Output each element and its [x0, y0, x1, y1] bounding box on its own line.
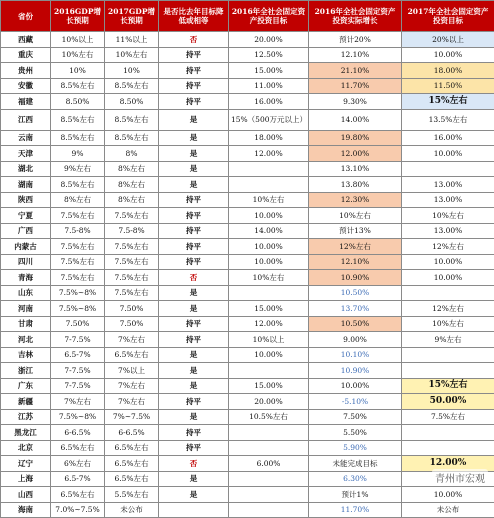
cell-gdp-2017: 7.5%左右	[105, 239, 159, 255]
cell-province: 重庆	[1, 47, 51, 63]
cell-target-2017: 18.00%	[402, 63, 494, 79]
cell-gdp-2016: 9%	[51, 146, 105, 162]
table-row	[1, 94, 494, 110]
cell-gdp-2016: 8.5%左右	[51, 130, 105, 146]
cell-compare: 持平	[159, 63, 229, 79]
cell-province: 山西	[1, 487, 51, 503]
cell-compare: 是	[159, 378, 229, 394]
table-row	[1, 109, 494, 130]
header-row	[1, 1, 494, 32]
cell-actual-2016: 10.90%	[309, 270, 402, 286]
cell-compare: 否	[159, 32, 229, 48]
cell-province: 贵州	[1, 63, 51, 79]
cell-province: 内蒙古	[1, 239, 51, 255]
header-actual-2016: 2016年全社会固定资产投资实际增长	[309, 1, 402, 32]
table-row	[1, 471, 494, 487]
cell-target-2016: 12.00%	[229, 146, 309, 162]
cell-target-2017: 15%左右	[402, 94, 494, 110]
cell-compare: 持平	[159, 208, 229, 224]
cell-compare: 是	[159, 146, 229, 162]
table-row	[1, 254, 494, 270]
cell-actual-2016: 12%左右	[309, 239, 402, 255]
table-row	[1, 502, 494, 518]
cell-target-2016: 15.00%	[229, 301, 309, 317]
cell-province: 甘肃	[1, 316, 51, 332]
cell-actual-2016: 13.80%	[309, 177, 402, 193]
cell-province: 青海	[1, 270, 51, 286]
cell-target-2017: 13.5%左右	[402, 109, 494, 130]
table-row	[1, 332, 494, 348]
cell-gdp-2016: 7.5-8%	[51, 223, 105, 239]
table-row	[1, 78, 494, 94]
cell-compare: 否	[159, 270, 229, 286]
cell-compare: 是	[159, 285, 229, 301]
table-row	[1, 161, 494, 177]
cell-actual-2016: 10%左右	[309, 208, 402, 224]
cell-compare: 是	[159, 161, 229, 177]
cell-gdp-2016: 9%左右	[51, 161, 105, 177]
cell-gdp-2016: 6.5%左右	[51, 487, 105, 503]
cell-target-2017: 12.00%	[402, 456, 494, 472]
table-body	[1, 32, 494, 518]
cell-actual-2016: 14.00%	[309, 109, 402, 130]
cell-target-2016: 15.00%	[229, 63, 309, 79]
cell-gdp-2016: 7.5%左右	[51, 208, 105, 224]
cell-gdp-2016: 7.5%左右	[51, 254, 105, 270]
cell-gdp-2017: 6.5%左右	[105, 440, 159, 456]
cell-actual-2016: 5.50%	[309, 425, 402, 441]
cell-gdp-2017: 10%	[105, 63, 159, 79]
cell-target-2016: 10%左右	[229, 270, 309, 286]
cell-target-2017: 12%左右	[402, 301, 494, 317]
cell-gdp-2016: 7.5%左右	[51, 270, 105, 286]
table-row	[1, 63, 494, 79]
cell-compare: 持平	[159, 192, 229, 208]
table-row	[1, 177, 494, 193]
cell-target-2016: 18.00%	[229, 130, 309, 146]
cell-gdp-2016: 10%以上	[51, 32, 105, 48]
cell-province: 四川	[1, 254, 51, 270]
cell-gdp-2017: 8.50%	[105, 94, 159, 110]
cell-gdp-2017: 11%以上	[105, 32, 159, 48]
cell-gdp-2017: 7%左右	[105, 378, 159, 394]
cell-gdp-2017: 7.5%左右	[105, 270, 159, 286]
cell-target-2016: 15.00%	[229, 378, 309, 394]
cell-gdp-2016: 7%左右	[51, 394, 105, 410]
cell-gdp-2016: 8%左右	[51, 192, 105, 208]
header-province: 省份	[1, 1, 51, 32]
cell-compare: 是	[159, 487, 229, 503]
cell-target-2016: 10.00%	[229, 208, 309, 224]
cell-actual-2016: 12.30%	[309, 192, 402, 208]
cell-actual-2016: 10.50%	[309, 285, 402, 301]
cell-actual-2016: 10.10%	[309, 347, 402, 363]
cell-target-2016	[229, 161, 309, 177]
cell-gdp-2016: 6%左右	[51, 456, 105, 472]
cell-province: 上海	[1, 471, 51, 487]
cell-compare: 是	[159, 471, 229, 487]
cell-target-2016: 15%（500万元以上）	[229, 109, 309, 130]
cell-gdp-2016: 8.5%左右	[51, 177, 105, 193]
cell-province: 江苏	[1, 409, 51, 425]
cell-actual-2016: 13.10%	[309, 161, 402, 177]
cell-compare: 是	[159, 347, 229, 363]
cell-target-2016: 10%以上	[229, 332, 309, 348]
cell-province: 辽宁	[1, 456, 51, 472]
cell-gdp-2017: 8.5%左右	[105, 109, 159, 130]
cell-target-2016: 20.00%	[229, 394, 309, 410]
cell-compare: 是	[159, 177, 229, 193]
cell-actual-2016: 11.70%	[309, 78, 402, 94]
cell-target-2016: 6.00%	[229, 456, 309, 472]
table-row	[1, 239, 494, 255]
table-row	[1, 192, 494, 208]
cell-target-2017: 11.50%	[402, 78, 494, 94]
cell-target-2017	[402, 285, 494, 301]
table-row	[1, 394, 494, 410]
cell-gdp-2017: 6-6.5%	[105, 425, 159, 441]
cell-compare: 是	[159, 130, 229, 146]
cell-province: 广西	[1, 223, 51, 239]
table-row	[1, 378, 494, 394]
cell-province: 福建	[1, 94, 51, 110]
table-row	[1, 425, 494, 441]
cell-target-2017: 10.00%	[402, 146, 494, 162]
cell-actual-2016: 10.50%	[309, 316, 402, 332]
cell-province: 河南	[1, 301, 51, 317]
cell-province: 海南	[1, 502, 51, 518]
cell-gdp-2017: 未公布	[105, 502, 159, 518]
cell-gdp-2017: 7%左右	[105, 332, 159, 348]
cell-gdp-2016: 8.50%	[51, 94, 105, 110]
cell-compare: 是	[159, 409, 229, 425]
cell-target-2017: 12%左右	[402, 239, 494, 255]
cell-province: 浙江	[1, 363, 51, 379]
cell-province: 西藏	[1, 32, 51, 48]
table-row	[1, 223, 494, 239]
cell-actual-2016: 21.10%	[309, 63, 402, 79]
cell-gdp-2017: 7.5%左右	[105, 285, 159, 301]
cell-target-2017: 13.00%	[402, 192, 494, 208]
cell-gdp-2017: 8%左右	[105, 192, 159, 208]
cell-gdp-2017: 8%左右	[105, 177, 159, 193]
cell-actual-2016: 12.10%	[309, 254, 402, 270]
cell-gdp-2017: 5.5%左右	[105, 487, 159, 503]
cell-target-2017	[402, 161, 494, 177]
cell-gdp-2017: 7.5%左右	[105, 254, 159, 270]
cell-gdp-2017: 6.5%左右	[105, 347, 159, 363]
cell-province: 吉林	[1, 347, 51, 363]
cell-target-2017	[402, 363, 494, 379]
cell-gdp-2017: 6.5%左右	[105, 471, 159, 487]
cell-target-2016: 16.00%	[229, 94, 309, 110]
cell-gdp-2017: 10%左右	[105, 47, 159, 63]
cell-compare: 持平	[159, 394, 229, 410]
cell-province: 宁夏	[1, 208, 51, 224]
cell-province: 河北	[1, 332, 51, 348]
cell-target-2016: 10.00%	[229, 239, 309, 255]
cell-actual-2016: 13.70%	[309, 301, 402, 317]
cell-actual-2016: 12.00%	[309, 146, 402, 162]
cell-province: 云南	[1, 130, 51, 146]
cell-gdp-2016: 10%左右	[51, 47, 105, 63]
cell-target-2016	[229, 440, 309, 456]
cell-actual-2016: 预计13%	[309, 223, 402, 239]
cell-gdp-2017: 8%	[105, 146, 159, 162]
cell-target-2017: 未公布	[402, 502, 494, 518]
cell-target-2016: 10.00%	[229, 254, 309, 270]
cell-gdp-2017: 6.5%左右	[105, 456, 159, 472]
cell-compare: 持平	[159, 94, 229, 110]
cell-target-2016	[229, 425, 309, 441]
table-row	[1, 47, 494, 63]
table-row	[1, 32, 494, 48]
cell-province: 广东	[1, 378, 51, 394]
table-row	[1, 347, 494, 363]
header-target-2017: 2017年全社会固定资产投资目标	[402, 1, 494, 32]
cell-gdp-2016: 7.0%~7.5%	[51, 502, 105, 518]
cell-target-2016	[229, 471, 309, 487]
cell-compare: 是	[159, 363, 229, 379]
table-row	[1, 146, 494, 162]
cell-compare: 持平	[159, 78, 229, 94]
cell-compare: 否	[159, 456, 229, 472]
cell-gdp-2016: 6.5%左右	[51, 440, 105, 456]
cell-actual-2016: 19.80%	[309, 130, 402, 146]
cell-target-2016	[229, 177, 309, 193]
cell-target-2016: 10.00%	[229, 347, 309, 363]
table-row	[1, 363, 494, 379]
cell-target-2017: 13.00%	[402, 223, 494, 239]
cell-gdp-2017: 8.5%左右	[105, 78, 159, 94]
cell-actual-2016: 预计1%	[309, 487, 402, 503]
cell-target-2017: 20%以上	[402, 32, 494, 48]
cell-gdp-2016: 8.5%左右	[51, 78, 105, 94]
table-row	[1, 440, 494, 456]
cell-compare: 持平	[159, 316, 229, 332]
cell-gdp-2017: 7%~7.5%	[105, 409, 159, 425]
table-row	[1, 130, 494, 146]
cell-province: 黑龙江	[1, 425, 51, 441]
cell-target-2017	[402, 347, 494, 363]
cell-gdp-2016: 6.5-7%	[51, 471, 105, 487]
header-compare: 是否比去年目标降低或相等	[159, 1, 229, 32]
cell-target-2016	[229, 285, 309, 301]
cell-province: 湖南	[1, 177, 51, 193]
cell-target-2017: 10%左右	[402, 208, 494, 224]
cell-target-2017: 15%左右	[402, 378, 494, 394]
cell-target-2016: 10.5%左右	[229, 409, 309, 425]
cell-target-2017: 10.00%	[402, 47, 494, 63]
table-row	[1, 285, 494, 301]
header-gdp-2016: 2016GDP增长预期	[51, 1, 105, 32]
watermark-logo: 青州市宏观	[432, 469, 488, 486]
cell-gdp-2016: 6-6.5%	[51, 425, 105, 441]
cell-actual-2016: 10.90%	[309, 363, 402, 379]
cell-target-2016: 12.00%	[229, 316, 309, 332]
cell-target-2016	[229, 502, 309, 518]
table-row	[1, 270, 494, 286]
cell-actual-2016: 6.30%	[309, 471, 402, 487]
cell-target-2016: 14.00%	[229, 223, 309, 239]
cell-compare: 持平	[159, 440, 229, 456]
cell-target-2017: 10.00%	[402, 254, 494, 270]
cell-target-2017: 10%左右	[402, 316, 494, 332]
cell-compare: 持平	[159, 332, 229, 348]
cell-target-2017: 50.00%	[402, 394, 494, 410]
cell-target-2016: 12.50%	[229, 47, 309, 63]
cell-target-2017	[402, 440, 494, 456]
cell-province: 天津	[1, 146, 51, 162]
cell-target-2016: 10%左右	[229, 192, 309, 208]
cell-gdp-2016: 6.5-7%	[51, 347, 105, 363]
cell-compare: 持平	[159, 254, 229, 270]
cell-province: 陕西	[1, 192, 51, 208]
cell-gdp-2017: 7.5%左右	[105, 208, 159, 224]
cell-target-2017	[402, 425, 494, 441]
cell-target-2016	[229, 487, 309, 503]
cell-province: 湖北	[1, 161, 51, 177]
cell-gdp-2016: 7.5%~8%	[51, 301, 105, 317]
cell-actual-2016: 9.00%	[309, 332, 402, 348]
cell-target-2016: 20.00%	[229, 32, 309, 48]
cell-gdp-2017: 8.5%左右	[105, 130, 159, 146]
cell-gdp-2016: 7-7.5%	[51, 332, 105, 348]
cell-compare	[159, 502, 229, 518]
cell-compare: 持平	[159, 239, 229, 255]
table-row	[1, 409, 494, 425]
cell-gdp-2016: 7.50%	[51, 316, 105, 332]
cell-actual-2016: 预计20%	[309, 32, 402, 48]
cell-target-2016: 11.00%	[229, 78, 309, 94]
cell-gdp-2016: 7.5%左右	[51, 239, 105, 255]
cell-target-2017: 9%左右	[402, 332, 494, 348]
cell-compare: 持平	[159, 223, 229, 239]
table-row	[1, 456, 494, 472]
table-row	[1, 301, 494, 317]
cell-province: 新疆	[1, 394, 51, 410]
cell-province: 安徽	[1, 78, 51, 94]
cell-compare: 是	[159, 301, 229, 317]
cell-compare: 持平	[159, 425, 229, 441]
cell-gdp-2016: 7-7.5%	[51, 378, 105, 394]
cell-target-2017: 7.5%左右	[402, 409, 494, 425]
cell-actual-2016: 9.30%	[309, 94, 402, 110]
cell-gdp-2016: 7-7.5%	[51, 363, 105, 379]
header-target-2016: 2016年全社会固定资产投资目标	[229, 1, 309, 32]
cell-target-2017: 13.00%	[402, 177, 494, 193]
cell-gdp-2016: 7.5%~8%	[51, 409, 105, 425]
cell-gdp-2016: 10%	[51, 63, 105, 79]
table-row	[1, 487, 494, 503]
cell-gdp-2016: 7.5%~8%	[51, 285, 105, 301]
cell-actual-2016: 未能完成目标	[309, 456, 402, 472]
cell-target-2017: 10.00%	[402, 487, 494, 503]
table-row	[1, 316, 494, 332]
cell-actual-2016: 5.90%	[309, 440, 402, 456]
cell-province: 江西	[1, 109, 51, 130]
cell-province: 北京	[1, 440, 51, 456]
cell-actual-2016: 12.10%	[309, 47, 402, 63]
cell-gdp-2017: 8%左右	[105, 161, 159, 177]
cell-actual-2016: 7.50%	[309, 409, 402, 425]
cell-gdp-2017: 7.50%	[105, 316, 159, 332]
cell-actual-2016: 11.70%	[309, 502, 402, 518]
table-row	[1, 208, 494, 224]
cell-gdp-2017: 7%左右	[105, 394, 159, 410]
cell-province: 山东	[1, 285, 51, 301]
cell-gdp-2016: 8.5%左右	[51, 109, 105, 130]
cell-actual-2016: -5.10%	[309, 394, 402, 410]
cell-target-2017: 16.00%	[402, 130, 494, 146]
cell-target-2017: 10.00%	[402, 270, 494, 286]
cell-actual-2016: 10.00%	[309, 378, 402, 394]
cell-gdp-2017: 7.5-8%	[105, 223, 159, 239]
header-gdp-2017: 2017GDP增长预期	[105, 1, 159, 32]
cell-gdp-2017: 7%以上	[105, 363, 159, 379]
cell-compare: 是	[159, 109, 229, 130]
cell-target-2016	[229, 363, 309, 379]
cell-compare: 持平	[159, 47, 229, 63]
cell-gdp-2017: 7.50%	[105, 301, 159, 317]
